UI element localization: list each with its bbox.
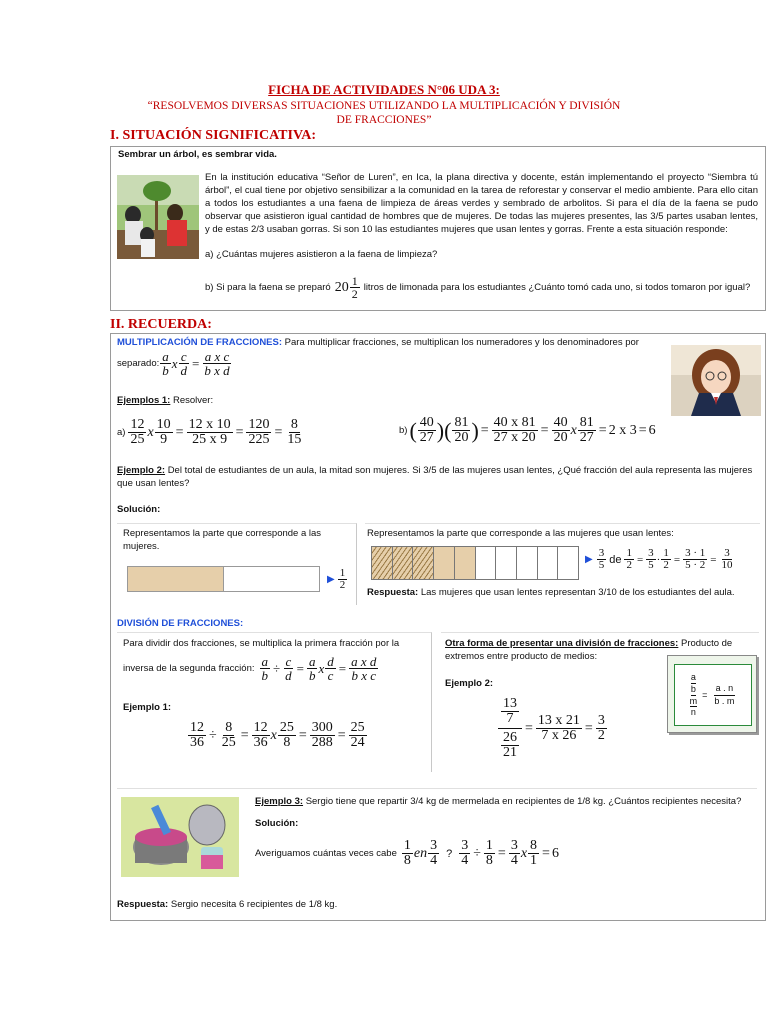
tenths-cell [434,547,455,579]
sol3-label: Solución: [255,818,299,829]
student-illustration [671,345,761,416]
ej3-expression: Averiguamos cuántas veces cabe $\frac{1}{8}$ en $\frac{3}{4}$ ? $\frac{3}{4}$ ÷ $\frac{1}{8}$ = $\frac{3}{4}$ x $\frac{8}{1}$ = 6 [255,838,559,868]
half-bar [127,566,320,592]
rep1-text: Representamos la parte que corresponde a las mujeres. [123,528,322,552]
tenths-cell [496,547,517,579]
section1-box [110,146,766,311]
tenths-cell [455,547,476,579]
section2-box [110,333,766,921]
section2-heading: II. RECUERDA: [110,317,212,332]
div-right-panel [441,632,759,772]
page-title: FICHA DE ACTIVIDADES N°06 UDA 3: [268,82,500,97]
mult-intro [117,336,657,349]
tenths-cell [538,547,559,579]
tenths-bar [371,546,579,580]
question-b-pre: b) Si para la faena se preparó [205,282,331,293]
resp3-text: Sergio necesita 6 recipientes de 1/8 kg. [170,899,338,910]
question-a: a) ¿Cuántas mujeres asistieron a la faena de limpieza? [205,249,438,260]
rep2-answer [367,586,735,599]
otra-text: Producto de extremos entre producto de medios: [445,638,733,662]
tenths-cell [393,547,414,579]
page-subtitle-line1: “RESOLVEMOS DIVERSAS SITUACIONES UTILIZANDO LA MULTIPLICACIÓN Y DIVISIÓN [147,100,621,112]
otra-label: Otra forma de presentar una división de fracciones: [445,638,679,649]
resp2-label: Respuesta: [367,587,419,598]
ej1-label: Ejemplos 1: [117,395,171,406]
tenths-cell [476,547,497,579]
resp3-label: Respuesta: [117,899,169,910]
ej1b-expression: b) ( $\frac{40}{27}$ )( $\frac{81}{20}$ ) = $\frac{40 x 81}{27 x 20}$ = $\frac{40}{20}$ x $\frac{81}{27}$ = 2 x 3 = 6 [399,415,656,445]
mult-text: Para multiplicar fracciones, se multiplican los numeradores y los denominadores por [284,337,639,348]
div-ej2-expression: $\frac{\frac{13}{7}}{\frac{26}{21}}$ = $\frac{13 x 21}{7 x 26}$ = $\frac{3}{2}$ [497,697,608,760]
ej2-statement [117,464,757,490]
ej3-label: Ejemplo 3: [255,796,304,807]
question-b-post: litros de limonada para los estudiantes ¿Cuánto tomó cada uno, si todos tomaron por igual? [363,282,751,293]
jam-jars-photo [121,797,239,877]
div-text1: Para dividir dos fracciones, se multiplica la primera fracción por la [123,638,400,649]
rule-frac-cd: $\frac{c}{d}$ [180,349,188,378]
half-bar-empty [224,567,320,591]
rep2-text: Representamos la parte que corresponde a las mujeres que usan lentes: [367,528,674,539]
rep1-panel [117,523,357,605]
mixed-number-whole: 20 [334,279,349,295]
rep2-panel [365,523,760,605]
ej3-text: Sergio tiene que repartir 3/4 kg de mermelada en recipientes de 1/8 kg. ¿Cuántos recipientes necesita? [305,796,742,807]
mult-title: MULTIPLICACIÓN DE FRACCIONES: [117,337,283,348]
division-rule-box [667,655,757,733]
ej2-text: Del total de estudiantes de un aula, la mitad son mujeres. Si 3/5 de las mujeres usan lentes, ¿Qué fracción del aula representa las mujeres que usan lentes? [117,465,753,489]
section1-heading: I. SITUACIÓN SIGNIFICATIVA: [110,128,317,143]
mixed-number-fraction: $\frac{1}{2}$ [351,274,358,301]
tenths-cell [372,547,393,579]
mult-rule: separado: $\frac{a}{b}$ x $\frac{c}{d}$ = $\frac{\text{a x c}}{\text{b x d}}$ [117,349,230,378]
div-rule: inversa de la segunda fracción: $\frac{a}{b}$ ÷ $\frac{c}{d}$ = $\frac{a}{b}$ x $\frac{d}{c}$ = $\frac{\text{a x d}}{\text{b x c}}$ [123,654,377,683]
resp2-text: Las mujeres que usan lentes representan 3/10 de los estudiantes del aula. [420,587,735,598]
ej2-label: Ejemplo 2: [117,465,166,476]
question-b [205,275,750,300]
tenths-cell [558,547,578,579]
div-ej1-label: Ejemplo 1: [123,702,172,713]
ej3-panel [117,788,757,888]
div-ej1-expression: $\frac{12}{36}$ ÷ $\frac{8}{25}$ = $\frac{12}{36}$ x $\frac{25}{8}$ = $\frac{300}{288}$ = $\frac{25}{24}$ [190,720,365,750]
solucion-label: Solución: [117,504,161,515]
tenths-cell [517,547,538,579]
div-ej2-label: Ejemplo 2: [445,678,494,689]
section1-lead: Sembrar un árbol, es sembrar vida. [118,149,277,160]
ej3-answer [117,898,337,911]
rep2-expression: ▶ $\frac{3}{5}$ de $\frac{1}{2}$ = $\frac{3}{5}$ · $\frac{1}{2}$ = $\frac{3 \cdot 1}{5 \cdot 2}$ = $\frac{3}{10}$ [585,547,733,571]
rule-frac-ab: $\frac{a}{b}$ [162,349,169,378]
page-subtitle-line2: DE FRACCIONES” [336,114,432,126]
mult-separado-label: separado: [117,358,160,369]
ej1a-expression: a) $\frac{12}{25}$ x $\frac{10}{9}$ = $\frac{12 x 10}{25 x 9}$ = $\frac{120}{225}$ = $\frac{8}{15}$ [117,417,302,447]
half-bar-filled [128,567,224,591]
rule-frac-result: $\frac{\text{a x c}}{\text{b x d}}$ [204,349,230,378]
division-rule-card: a b m n = $\frac{a . n}{b . m}$ [674,664,752,726]
div-title: DIVISIÓN DE FRACCIONES: [117,618,244,629]
ej1-heading [117,394,213,407]
rep1-result: ▶ $\frac{1}{2}$ [327,567,346,591]
tenths-cell [413,547,434,579]
div-left-panel [117,632,432,772]
section1-paragraph: En la institución educativa “Señor de Luren”, en Ica, la plana directiva y docente, están implementando el proyecto “Siembra tú árbol”, el cual tiene por objetivo sensibilizar a la comunidad en la tarea de reforestar y conservar el medio ambiente. Para ello citan a todos los estudiantes a una faena de limpieza de áreas verdes y sembrado de arbolitos. Si para el día de la faena se pudo observar que asistieron igual cantidad de hombres que de mujeres. De todas las mujeres presentes, las 3/5 partes usaban lentes, y de estas 2/3 usaban gorras. Si son 10 las estudiantes mujeres que usan lentes y gorras. Frente a esta situación responde: [205,172,758,235]
tree-planting-photo [117,175,199,259]
ej1-text: Resolver: [172,395,214,406]
ej3-statement [255,795,755,808]
